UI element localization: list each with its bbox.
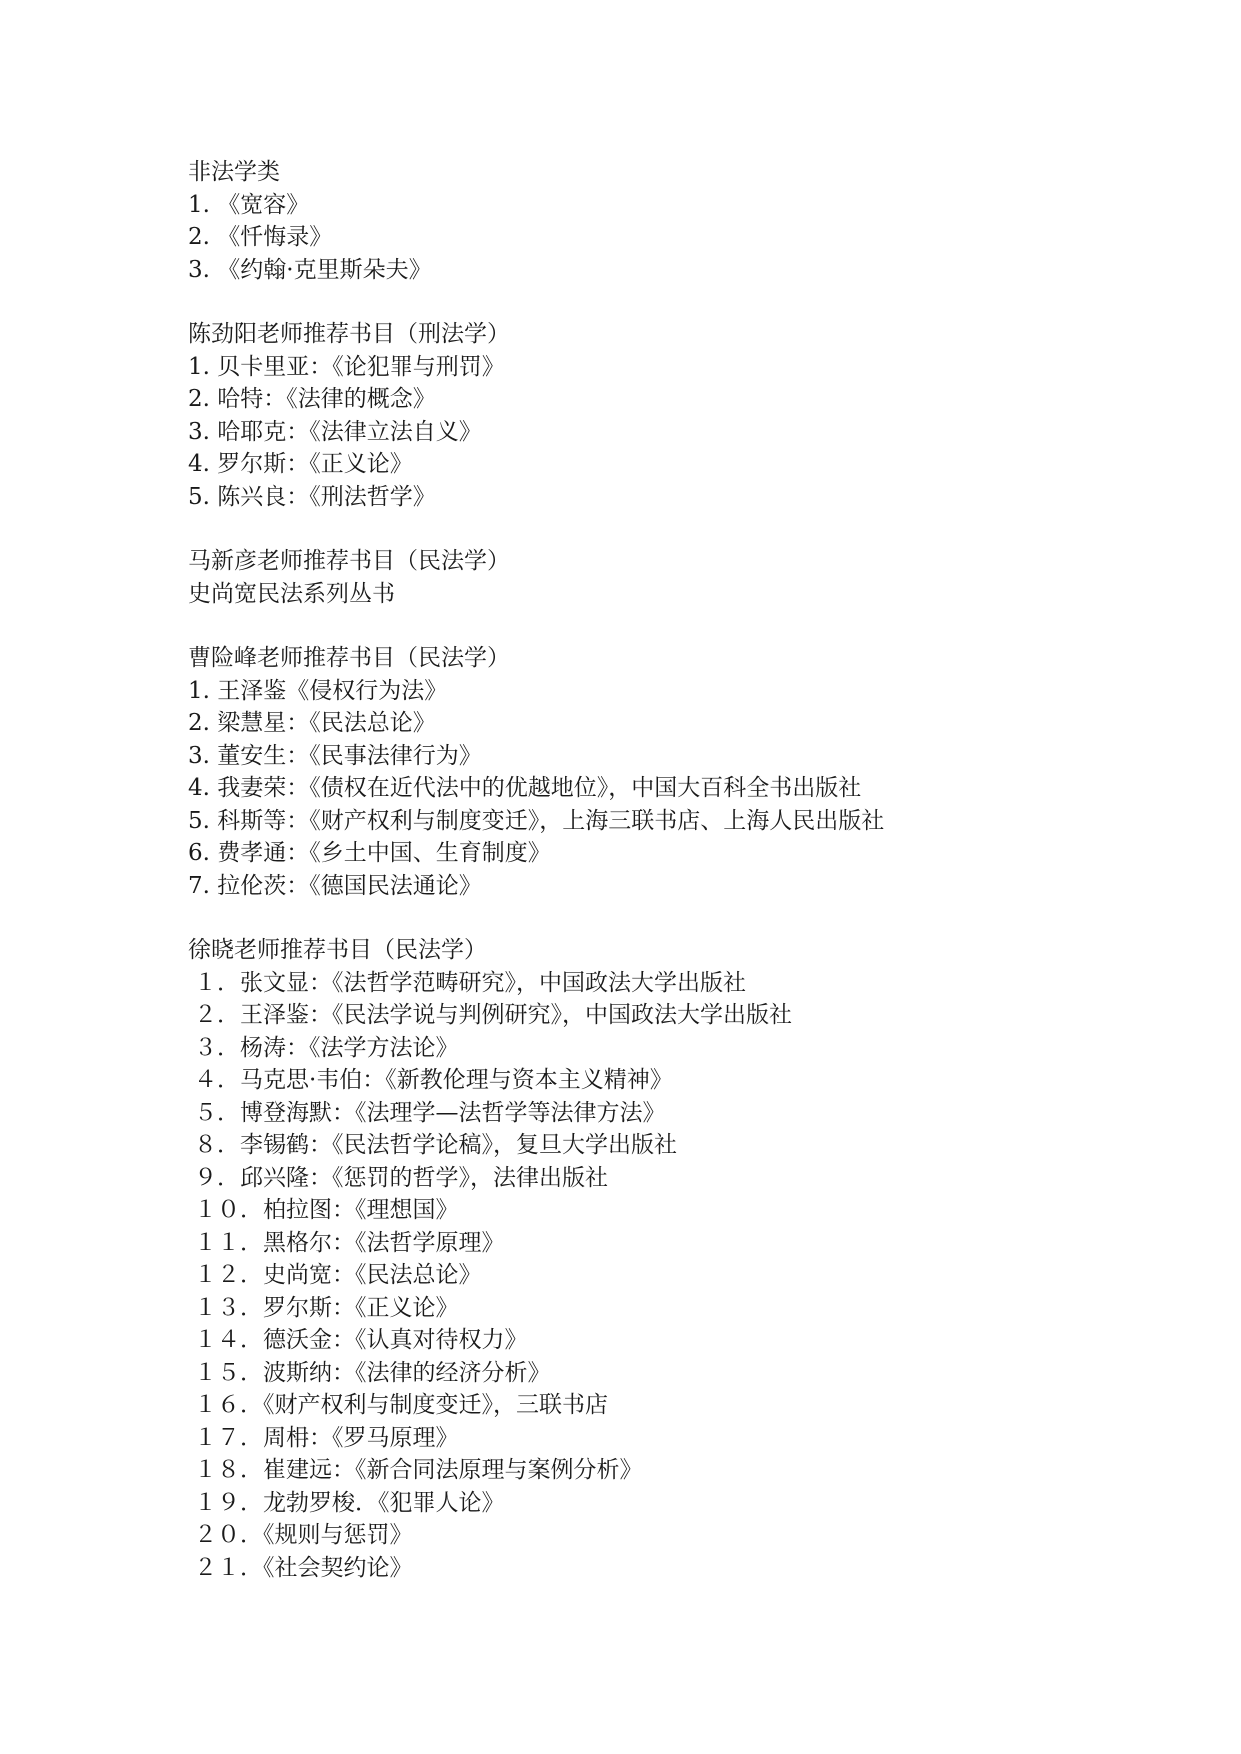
list-item: ２０．《规则与惩罚》 — [194, 1522, 413, 1548]
list-item: 6. 费孝通：《乡土中国、生育制度》 — [188, 840, 551, 866]
list-item: 2. 《忏悔录》 — [188, 224, 333, 250]
list-item: １６．《财产权利与制度变迁》，三联书店 — [194, 1392, 608, 1418]
section-chen-criminal-law — [188, 318, 1188, 513]
list-item: １８．崔建远：《新合同法原理与案例分析》 — [194, 1457, 643, 1483]
list-item: 1. 《宽容》 — [188, 191, 310, 218]
list-item: ５．博登海默：《法理学—法哲学等法律方法》 — [194, 1099, 666, 1126]
section-xu-civil-law — [188, 934, 1188, 1584]
list-item: 4. 罗尔斯：《正义论》 — [188, 451, 413, 477]
list-item: 2. 梁慧星：《民法总论》 — [188, 710, 436, 736]
list-item: 史尚宽民法系列丛书 — [188, 580, 395, 607]
list-item: ９．邱兴隆：《惩罚的哲学》，法律出版社 — [194, 1164, 608, 1191]
list-item: １５．波斯纳：《法律的经济分析》 — [194, 1359, 551, 1386]
list-item: ２１．《社会契约论》 — [194, 1554, 413, 1581]
list-item: 7. 拉伦茨：《德国民法通论》 — [188, 872, 482, 899]
list-item: １２．史尚宽：《民法总论》 — [194, 1262, 482, 1288]
list-item: 5. 陈兴良：《刑法哲学》 — [188, 483, 436, 510]
list-item: １．张文显：《法哲学范畴研究》，中国政法大学出版社 — [194, 969, 746, 996]
document-page — [188, 156, 1188, 1584]
list-item: １９．龙勃罗梭．《犯罪人论》 — [194, 1489, 505, 1516]
list-item: 4. 我妻荣：《债权在近代法中的优越地位》，中国大百科全书出版社 — [188, 775, 862, 801]
list-item: 3. 《约翰·克里斯朵夫》 — [188, 256, 432, 283]
section-ma-civil-law — [188, 545, 1188, 610]
list-item: ２．王泽鉴：《民法学说与判例研究》，中国政法大学出版社 — [194, 1002, 792, 1028]
list-item: 2. 哈特：《法律的概念》 — [188, 386, 436, 412]
list-item: １３．罗尔斯：《正义论》 — [194, 1294, 459, 1321]
section-cao-civil-law — [188, 642, 1188, 902]
section-title: 马新彦老师推荐书目（民法学） — [188, 548, 510, 574]
list-item: 1. 王泽鉴《侵权行为法》 — [188, 677, 448, 704]
list-item: １１．黑格尔：《法哲学原理》 — [194, 1229, 505, 1256]
list-item: 5. 科斯等：《财产权利与制度变迁》，上海三联书店、上海人民出版社 — [188, 807, 885, 834]
list-item: １０．柏拉图：《理想国》 — [194, 1197, 459, 1223]
list-item: １７．周枏：《罗马原理》 — [194, 1424, 459, 1451]
section-non-law — [188, 156, 1188, 286]
list-item: ８．李锡鹤：《民法哲学论稿》，复旦大学出版社 — [194, 1132, 677, 1158]
list-item: ３．杨涛：《法学方法论》 — [194, 1034, 459, 1061]
section-title: 徐晓老师推荐书目（民法学） — [188, 937, 487, 963]
section-title: 非法学类 — [188, 159, 280, 185]
list-item: ４．马克思·韦伯：《新教伦理与资本主义精神》 — [194, 1067, 673, 1093]
section-title: 陈劲阳老师推荐书目（刑法学） — [188, 321, 510, 347]
list-item: 3. 董安生：《民事法律行为》 — [188, 742, 482, 769]
list-item: 3. 哈耶克：《法律立法自义》 — [188, 418, 482, 445]
section-title: 曹险峰老师推荐书目（民法学） — [188, 645, 510, 671]
list-item: １４．德沃金：《认真对待权力》 — [194, 1327, 528, 1353]
list-item: 1. 贝卡里亚：《论犯罪与刑罚》 — [188, 353, 505, 380]
